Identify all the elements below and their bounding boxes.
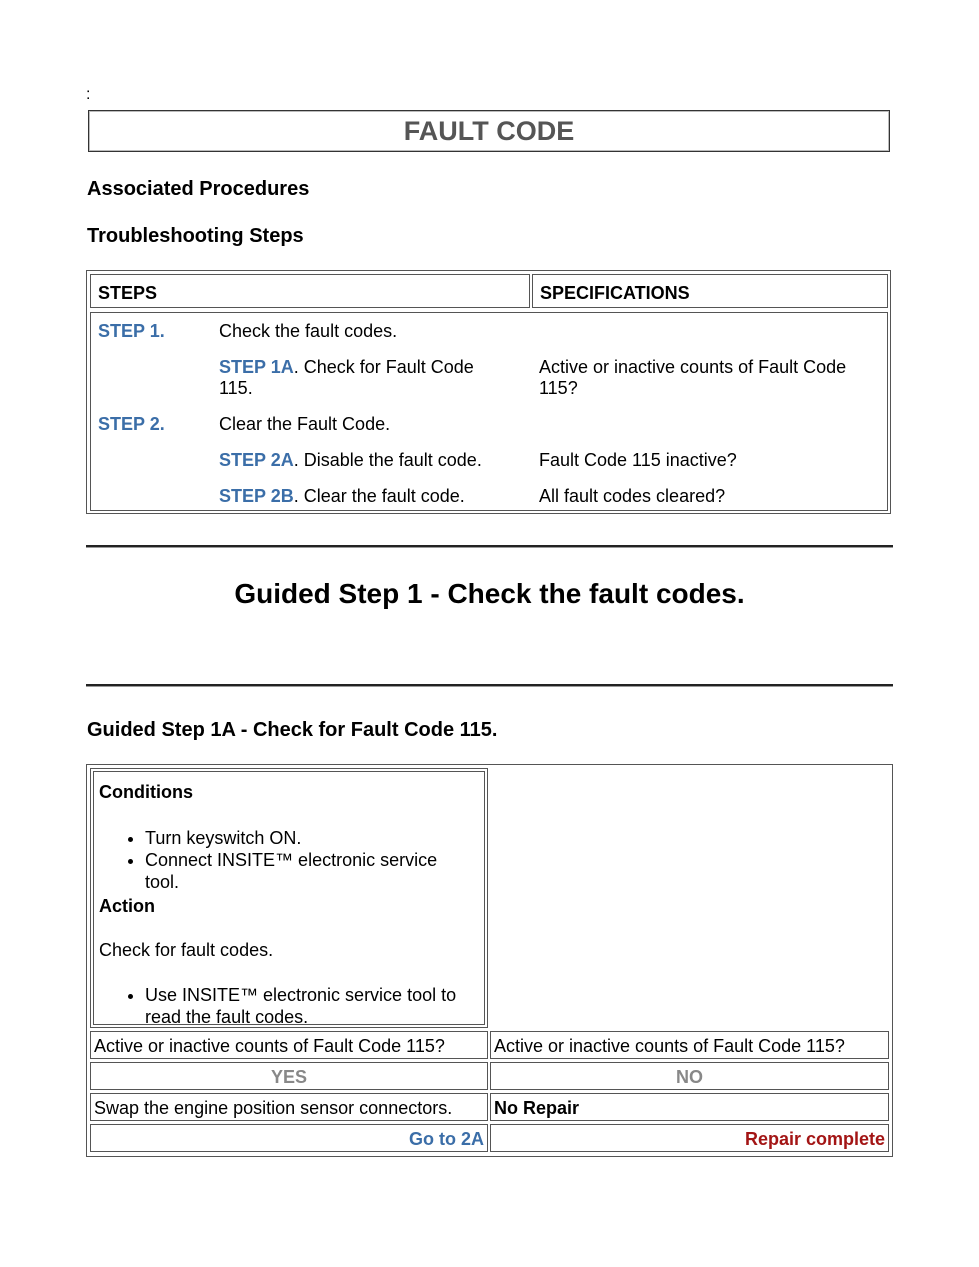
guided-step-1a-heading: Guided Step 1A - Check for Fault Code 115. [87,719,498,741]
no-action: No Repair [490,1093,889,1121]
conditions-list [94,827,475,893]
guided-step-table [86,764,893,1157]
action-label: Action [99,896,155,916]
divider [86,684,893,687]
conditions-cell [90,768,488,1028]
steps-header: STEPS [90,274,530,308]
step-2a-text: . Disable the fault code. [293,450,482,470]
troubleshooting-steps-heading: Troubleshooting Steps [87,225,304,247]
specifications-header: SPECIFICATIONS [532,274,888,308]
step-1-link[interactable]: STEP 1. [98,321,165,341]
action-text: Check for fault codes. [99,940,274,960]
step-2a-row [219,450,482,471]
list-item: • Use INSITE™ electronic service tool to read the fault codes. [145,984,475,1028]
step-2a-link[interactable]: STEP 2A [219,450,294,470]
step-2-text: Clear the Fault Code. [219,414,391,434]
go-to-2a-link[interactable]: Go to 2A [409,1129,484,1149]
page-title: FAULT CODE [88,110,890,152]
steps-table [86,270,891,514]
associated-procedures-heading: Associated Procedures [87,178,310,200]
colon-text: : [86,86,91,103]
step-2b-spec: All fault codes cleared? [539,486,726,506]
conditions-label: Conditions [99,782,193,802]
question-left: Active or inactive counts of Fault Code 115? [90,1031,488,1059]
conditions-box [93,771,485,1025]
go-to-2a-cell [90,1124,488,1152]
repair-complete-cell [490,1124,889,1152]
divider [86,545,893,548]
no-label: NO [490,1062,889,1090]
step-1a-link[interactable]: STEP 1A [219,357,294,377]
empty-cell [490,768,889,1028]
step-1a-spec: Active or inactive counts of Fault Code [539,357,847,377]
step-2b-row [219,486,465,507]
guided-step-1-heading: Guided Step 1 - Check the fault codes. [234,578,745,609]
repair-complete-link[interactable]: Repair complete [744,1129,885,1149]
step-1a-spec-2: 115? [539,378,578,398]
list-item: • Connect INSITE™ electronic service tool. [145,849,475,893]
steps-body [90,312,888,511]
step-2a-spec: Fault Code 115 inactive? [539,450,737,470]
action-list [94,984,475,1028]
step-1a-row [219,357,474,378]
step-1a-text-2: 115. [219,378,253,398]
list-item: • Turn keyswitch ON. [145,827,475,849]
step-2-link[interactable]: STEP 2. [98,414,165,434]
yes-label: YES [90,1062,488,1090]
question-right: Active or inactive counts of Fault Code 115? [490,1031,889,1059]
step-1-text: Check the fault codes. [219,321,398,341]
yes-action: Swap the engine position sensor connectors. [90,1093,488,1121]
step-2b-text: . Clear the fault code. [293,486,465,506]
step-1a-text: . Check for Fault Code [293,357,474,377]
step-2b-link[interactable]: STEP 2B [219,486,294,506]
